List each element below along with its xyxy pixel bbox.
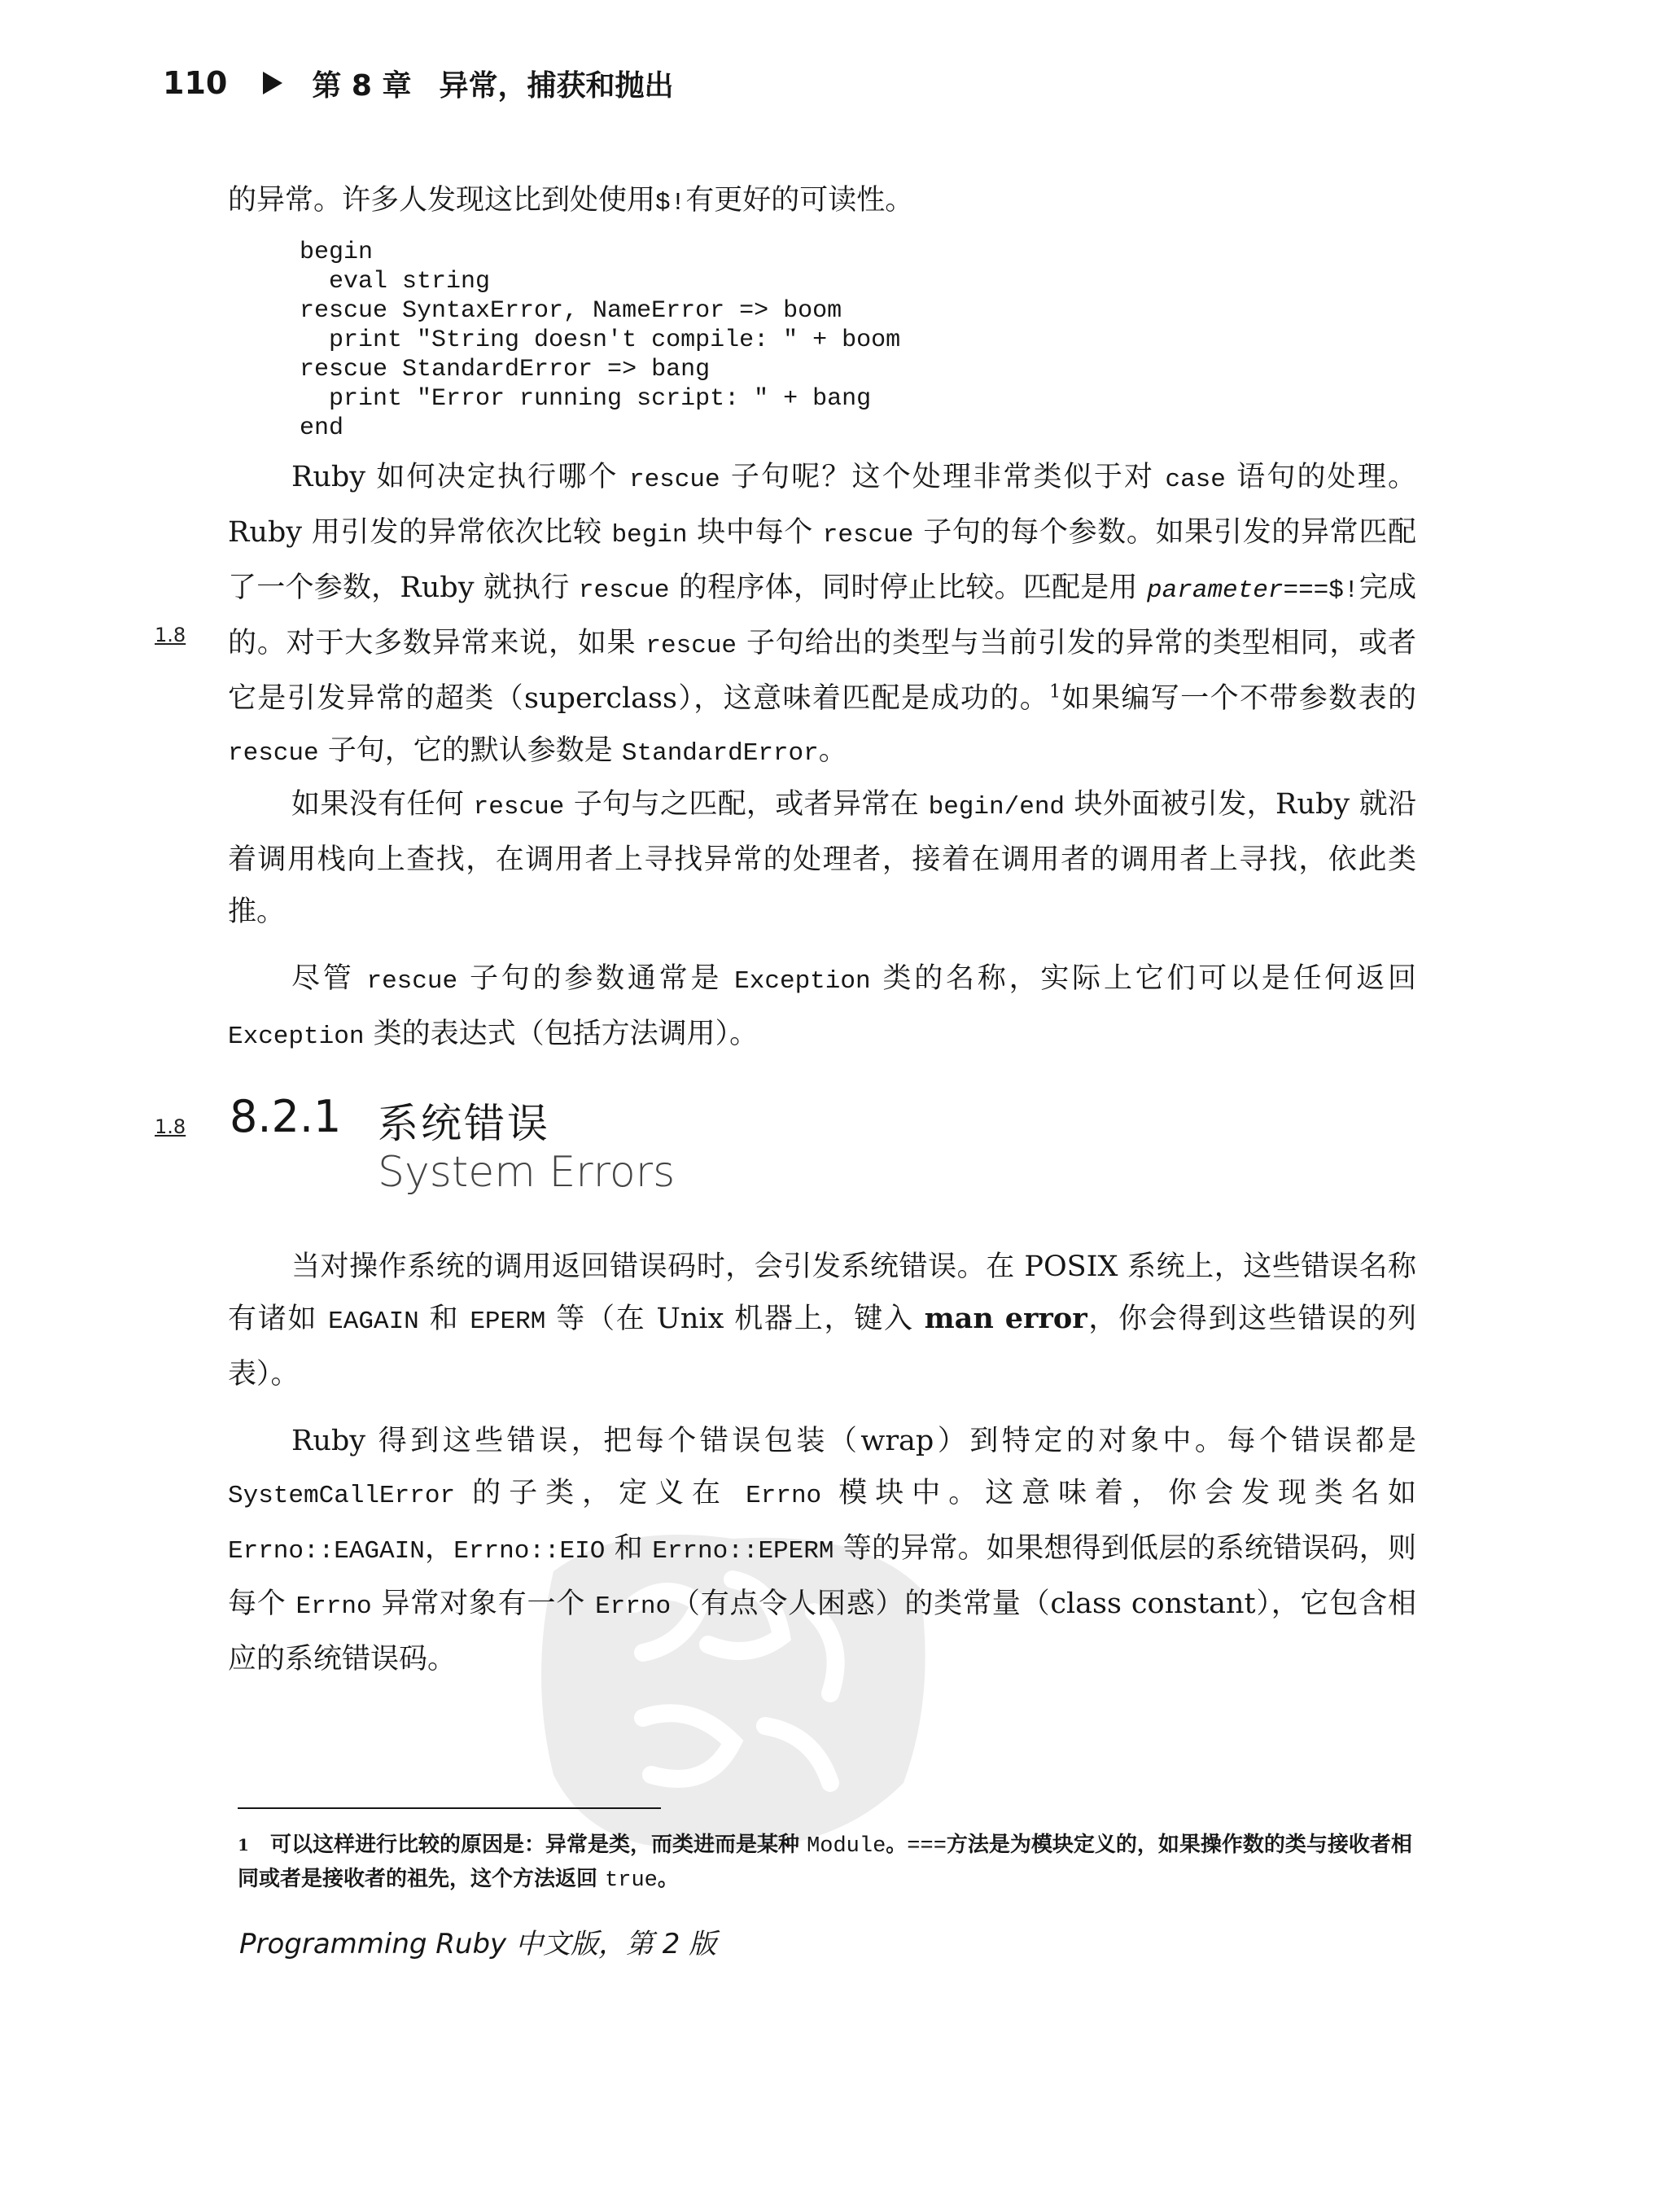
text: 完成的。对于大多数异常来说，如果	[228, 572, 1416, 659]
text: 当对操作系统的调用返回错误码时，会引发系统错误。在 POSIX 系统上，这些错误名称有诸如	[228, 1251, 1416, 1335]
chapter-title: 异常，捕获和抛出	[439, 68, 674, 103]
text: ，你会得到这些错误的列表）。	[228, 1303, 1416, 1391]
inline-code: rescue	[645, 632, 737, 660]
text: ，	[424, 1532, 454, 1565]
running-head	[163, 59, 673, 107]
inline-code: Errno	[295, 1592, 372, 1621]
inline-code: parameter===	[1147, 576, 1329, 605]
inline-code: true	[605, 1868, 658, 1893]
margin-note-version: 1.8	[155, 624, 186, 646]
text: 子句呢？这个处理非常类似于对	[720, 461, 1166, 493]
section-subtitle: System Errors	[378, 1148, 676, 1197]
text: 异常对象有一个	[371, 1588, 596, 1620]
text: 的程序体，同时停止比较。匹配是用	[669, 572, 1148, 604]
inline-code: rescue	[628, 466, 720, 494]
text: 模块中。这意味着，你会发现类名如	[821, 1477, 1416, 1509]
text: 和	[418, 1303, 470, 1335]
text: 子句，它的默认参数是	[318, 734, 622, 767]
paragraph-no-match	[228, 778, 1416, 938]
inline-code: Exception	[228, 1023, 365, 1051]
paragraph-errno	[228, 1415, 1416, 1685]
inline-code: $!	[1328, 576, 1359, 605]
text: 等（在 Unix 机器上，键入	[545, 1303, 925, 1335]
triangle-arrow-icon	[263, 72, 282, 94]
inline-code: StandardError	[621, 739, 819, 768]
inline-code: begin	[611, 521, 688, 550]
inline-code: Errno::EAGAIN	[228, 1537, 425, 1566]
paragraph-rescue-matching	[228, 451, 1416, 780]
chapter-label: 第 8 章	[312, 68, 412, 103]
text: Ruby 如何决定执行哪个	[291, 461, 629, 493]
text: Ruby 得到这些错误，把每个错误包装（wrap）到特定的对象中。每个错误都是	[291, 1425, 1416, 1457]
inline-code: Errno	[595, 1592, 672, 1621]
text: 可以这样进行比较的原因是：异常是类，而类进而是某种	[270, 1833, 807, 1857]
text: 的异常。许多人发现这比到处使用	[228, 184, 656, 217]
footnote-divider	[238, 1807, 661, 1809]
text: 和	[605, 1532, 653, 1565]
text: 块外面被引发，Ruby 就沿着调用栈向上查找，在调用者上寻找异常的处理者，接着在调用者的调用者上寻找，依此类推。	[228, 788, 1416, 928]
paragraph-intro	[228, 174, 1416, 230]
footnote	[238, 1829, 1426, 1897]
text: 。	[886, 1833, 908, 1857]
inline-code: $!	[655, 189, 686, 217]
text: 如果没有任何	[291, 788, 474, 821]
text: （有点令人困惑）的类常量（class constant），它包含相应的系统错误码。	[228, 1588, 1416, 1675]
text: 子句与之匹配，或者异常在	[564, 788, 929, 821]
page-number: 110	[163, 65, 228, 101]
inline-code: case	[1165, 466, 1226, 494]
inline-code: rescue	[473, 793, 565, 821]
text: 。	[818, 734, 847, 767]
text: 。	[657, 1867, 679, 1891]
inline-code: rescue	[366, 967, 458, 996]
inline-code: rescue	[228, 739, 319, 768]
inline-code: Errno::EPERM	[652, 1537, 834, 1566]
inline-code: Module	[807, 1834, 886, 1859]
text: 的子类，定义在	[455, 1477, 746, 1509]
footnote-mark: 1	[238, 1835, 249, 1855]
text: 子句的每个参数。如果引发的异常匹配了一个参数，Ruby 就执行	[228, 516, 1416, 604]
book-title-footer: Programming Ruby 中文版，第 2 版	[239, 1928, 717, 1960]
inline-code: ===	[907, 1834, 947, 1859]
inline-code: rescue	[578, 576, 670, 605]
inline-code: EPERM	[470, 1307, 546, 1336]
inline-code: EAGAIN	[328, 1307, 419, 1336]
inline-code: rescue	[822, 521, 914, 550]
text: 子句的参数通常是	[457, 962, 735, 995]
inline-code: Exception	[734, 967, 871, 996]
text: 语句的处理。Ruby 用引发的异常依次比较	[228, 461, 1416, 549]
text: 如果编写一个不带参数表的	[1061, 682, 1416, 715]
paragraph-rescue-params	[228, 953, 1416, 1063]
text: 有更好的可读性。	[685, 184, 914, 217]
inline-code: Errno::EIO	[453, 1537, 606, 1566]
margin-note-version: 1.8	[155, 1115, 186, 1138]
bold-text: man error	[924, 1302, 1087, 1335]
text: 方法是为模块定义的，如果操作数的类与接收者相同或者是接收者的祖先，这个方法返回	[238, 1833, 1412, 1891]
text: 尽管	[291, 962, 367, 995]
paragraph-system-errors	[228, 1241, 1416, 1400]
code-block: begin eval string rescue SyntaxError, NameError => boom print "String doesn't compile: " + boom rescue StandardError => bang print "Error running script: " + bang end	[300, 239, 901, 442]
inline-code: SystemCallError	[228, 1482, 456, 1510]
inline-code: begin/end	[928, 793, 1065, 821]
text: 等的异常。如果想得到低层的系统错误码，则每个	[228, 1532, 1416, 1620]
text: 类的表达式（包括方法调用）。	[364, 1018, 759, 1050]
footnote-ref: 1	[1049, 681, 1061, 703]
text: 块中每个	[687, 516, 823, 549]
inline-code: Errno	[746, 1482, 822, 1510]
text: 类的名称，实际上它们可以是任何返回	[870, 962, 1416, 995]
text: 子句给出的类型与当前引发的异常的类型相同，或者它是引发异常的超类（superclass），这意味着匹配是成功的。	[228, 627, 1416, 715]
section-title: 系统错误	[378, 1100, 550, 1147]
section-number: 8.2.1	[230, 1091, 342, 1142]
